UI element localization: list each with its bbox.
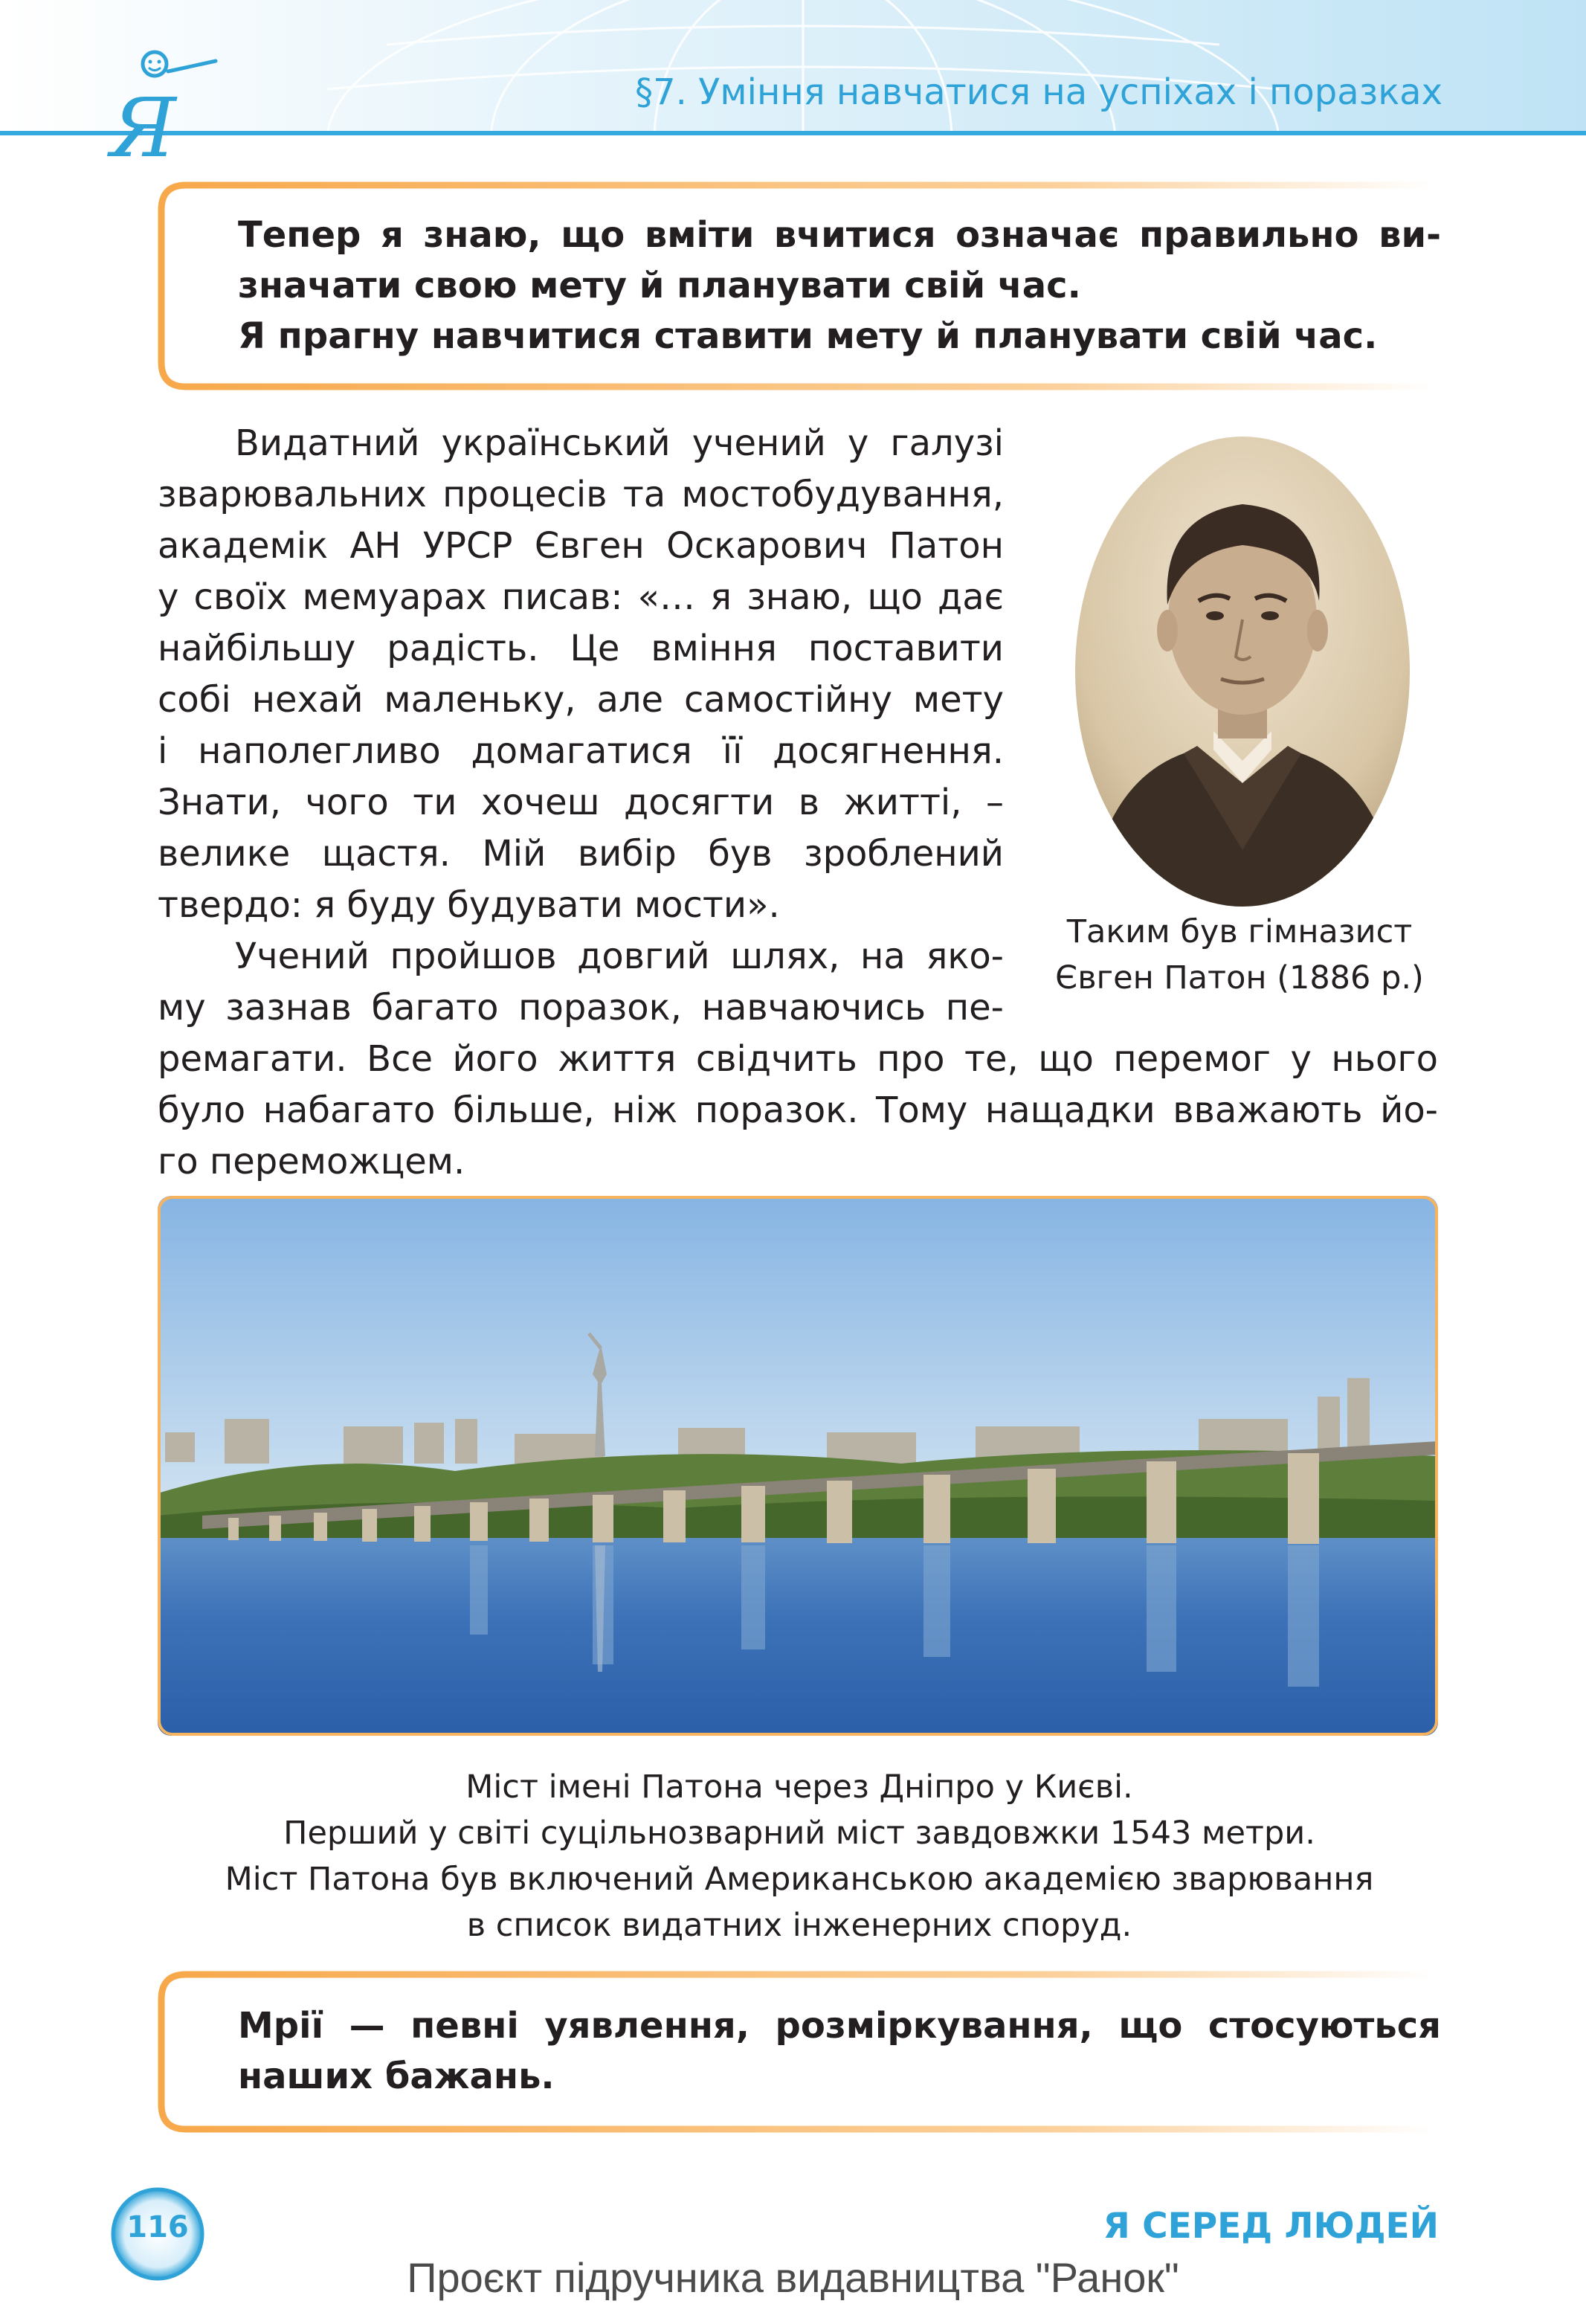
bridge-caption-line: Міст імені Патона через Дніпро у Києві. [465,1768,1133,1806]
portrait-caption [1028,909,1451,1001]
bridge-caption [134,1764,1465,1948]
takeaway-line: Тепер я знаю, що вміти вчитися означає правильно ви- [238,214,1441,256]
definition-line: наших бажань. [238,2056,555,2097]
bridge-caption-line: Міст Патона був включений Американською академією зварювання [225,1861,1374,1898]
definition-text [238,2000,1441,2102]
text-line: велике щастя. Мій вибір був зроблений [158,833,1004,875]
text-line: академік АН УРСР Євген Оскарович Патон [158,525,1004,567]
text-line: ремагати. Все його життя свідчить про те, що перемог у нього [158,1038,1438,1080]
text-line: найбільшу радість. Це вміння поставити [158,628,1004,669]
main-paragraph [158,418,1004,1034]
page-number: 116 [126,2210,189,2244]
text-line: собі нехай маленьку, але самостійну мету [158,679,1004,721]
text-line: у своїх мемуарах писав: «… я знаю, що дає [158,576,1004,618]
key-takeaway-box [156,180,1441,392]
portrait-photo [1072,434,1413,910]
bridge-caption-line: Перший у світі суцільнозварний міст завдовжки 1543 метри. [283,1815,1315,1852]
bridge-photo [158,1196,1438,1736]
text-line: Видатний український учений у галузі [235,422,1004,464]
text-line: зварювальних процесів та мостобудування, [158,474,1004,515]
portrait-caption-line: Таким був гімназист [1066,913,1413,950]
text-line: твердо: я буду будувати мости». [158,884,780,926]
text-line: Знати, чого ти хочеш досягти в житті, – [158,782,1004,823]
section-name: Я СЕРЕД ЛЮДЕЙ [1103,2206,1439,2247]
chapter-title: §7. Уміння навчатися на успіхах і поразках [635,71,1442,113]
header-rule [0,131,1586,135]
smiley-ya-logo-icon [97,45,223,164]
text-line: було набагато більше, ніж поразок. Тому нащадки вважають йо- [158,1089,1438,1131]
takeaway-text [238,210,1441,361]
text-line: му зазнав багато поразок, навчаючись пе- [158,987,1004,1029]
takeaway-line: значати свою мету й планувати свій час. [238,265,1081,306]
takeaway-line: Я прагну навчитися ставити мету й планувати свій час. [238,315,1378,357]
definition-line: Мрії — певні уявлення, розміркування, що стосуються [238,2005,1441,2047]
publisher-note: Проєкт підручника видавництва "Ранок" [407,2254,1179,2301]
text-line: і наполегливо домагатися її досягнення. [158,730,1004,772]
bridge-caption-line: в список видатних інженерних споруд. [466,1907,1132,1944]
logo-letter: Я [110,80,176,164]
portrait-caption-line: Євген Патон (1886 р.) [1055,959,1424,997]
text-line: Учений пройшов довгий шлях, на яко- [235,936,1004,977]
main-paragraph-continued [158,1034,1438,1188]
definition-box [156,1969,1441,2134]
text-line: го переможцем. [158,1141,465,1182]
